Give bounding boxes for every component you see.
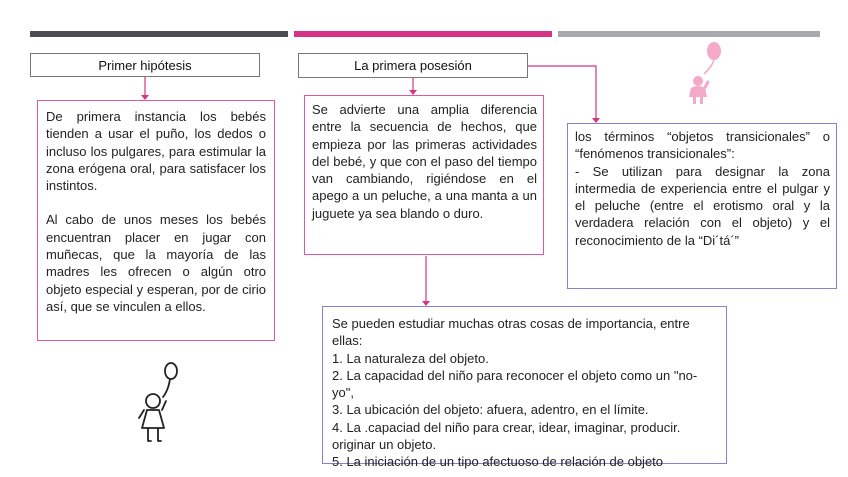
- list-item: 4. La .capaciad del niño para crear, idear, imaginar, producir. originar un objeto.: [332, 419, 681, 453]
- title-primer-hipotesis: Primer hipótesis: [30, 53, 260, 77]
- definition-line: - Se utilizan para designar la zona intermedia de experiencia entre el pulgar y el peluche (entre el erotismo oral y la verdadera relación con el objeto) y el reconocimiento de la “Di´tá´”: [575, 163, 830, 248]
- girl-balloon-outline-icon: [139, 363, 177, 441]
- box-primera-posesion: [304, 95, 544, 255]
- paragraph-puno: De primera instancia los bebés tienden a usar el puño, los dedos o incluso los pulgares, para estimular la zona erógena oral, para satisfacer los instintos.: [46, 109, 266, 194]
- list-item: 2. La capacidad del niño para reconocer el objeto como un "no-yo",: [332, 367, 698, 401]
- list-intro: Se pueden estudiar muchas otras cosas de importancia, entre ellas:: [332, 316, 690, 349]
- box-otras-cosas: [322, 306, 727, 470]
- girl-balloon-pink-icon: [689, 42, 721, 104]
- box-primer-hipotesis: [37, 100, 275, 341]
- paragraph-munecas: Al cabo de unos meses los bebés encuentran placer en jugar con muñecas, que la mayoría de las madres les ofrecen o algún otro objeto especial y esperan, por de cirio así, que se vinculen a ellos.: [46, 212, 266, 314]
- list-item: 3. La ubicación del objeto: afuera, adentro, en el límite.: [332, 402, 649, 418]
- title-primera-posesion: La primera posesión: [298, 53, 528, 78]
- list-item: 1. La naturaleza del objeto.: [332, 350, 489, 366]
- terms-line: los términos “objetos transicionales” o “fenómenos transicionales”:: [575, 129, 830, 162]
- list-item: 5. La iniciación de un tipo afectuoso de relación de objeto: [332, 454, 664, 470]
- box-objetos-transicionales: [567, 123, 837, 289]
- paragraph-diferencia: Se advierte una amplia diferencia entre la secuencia de hechos, que empieza por las primeras actividades del bebé, y que con el paso del tiempo van cambiando, rigiéndose en el apego a un peluche, a una manta a un juguete ya sea blando o duro.: [312, 102, 537, 221]
